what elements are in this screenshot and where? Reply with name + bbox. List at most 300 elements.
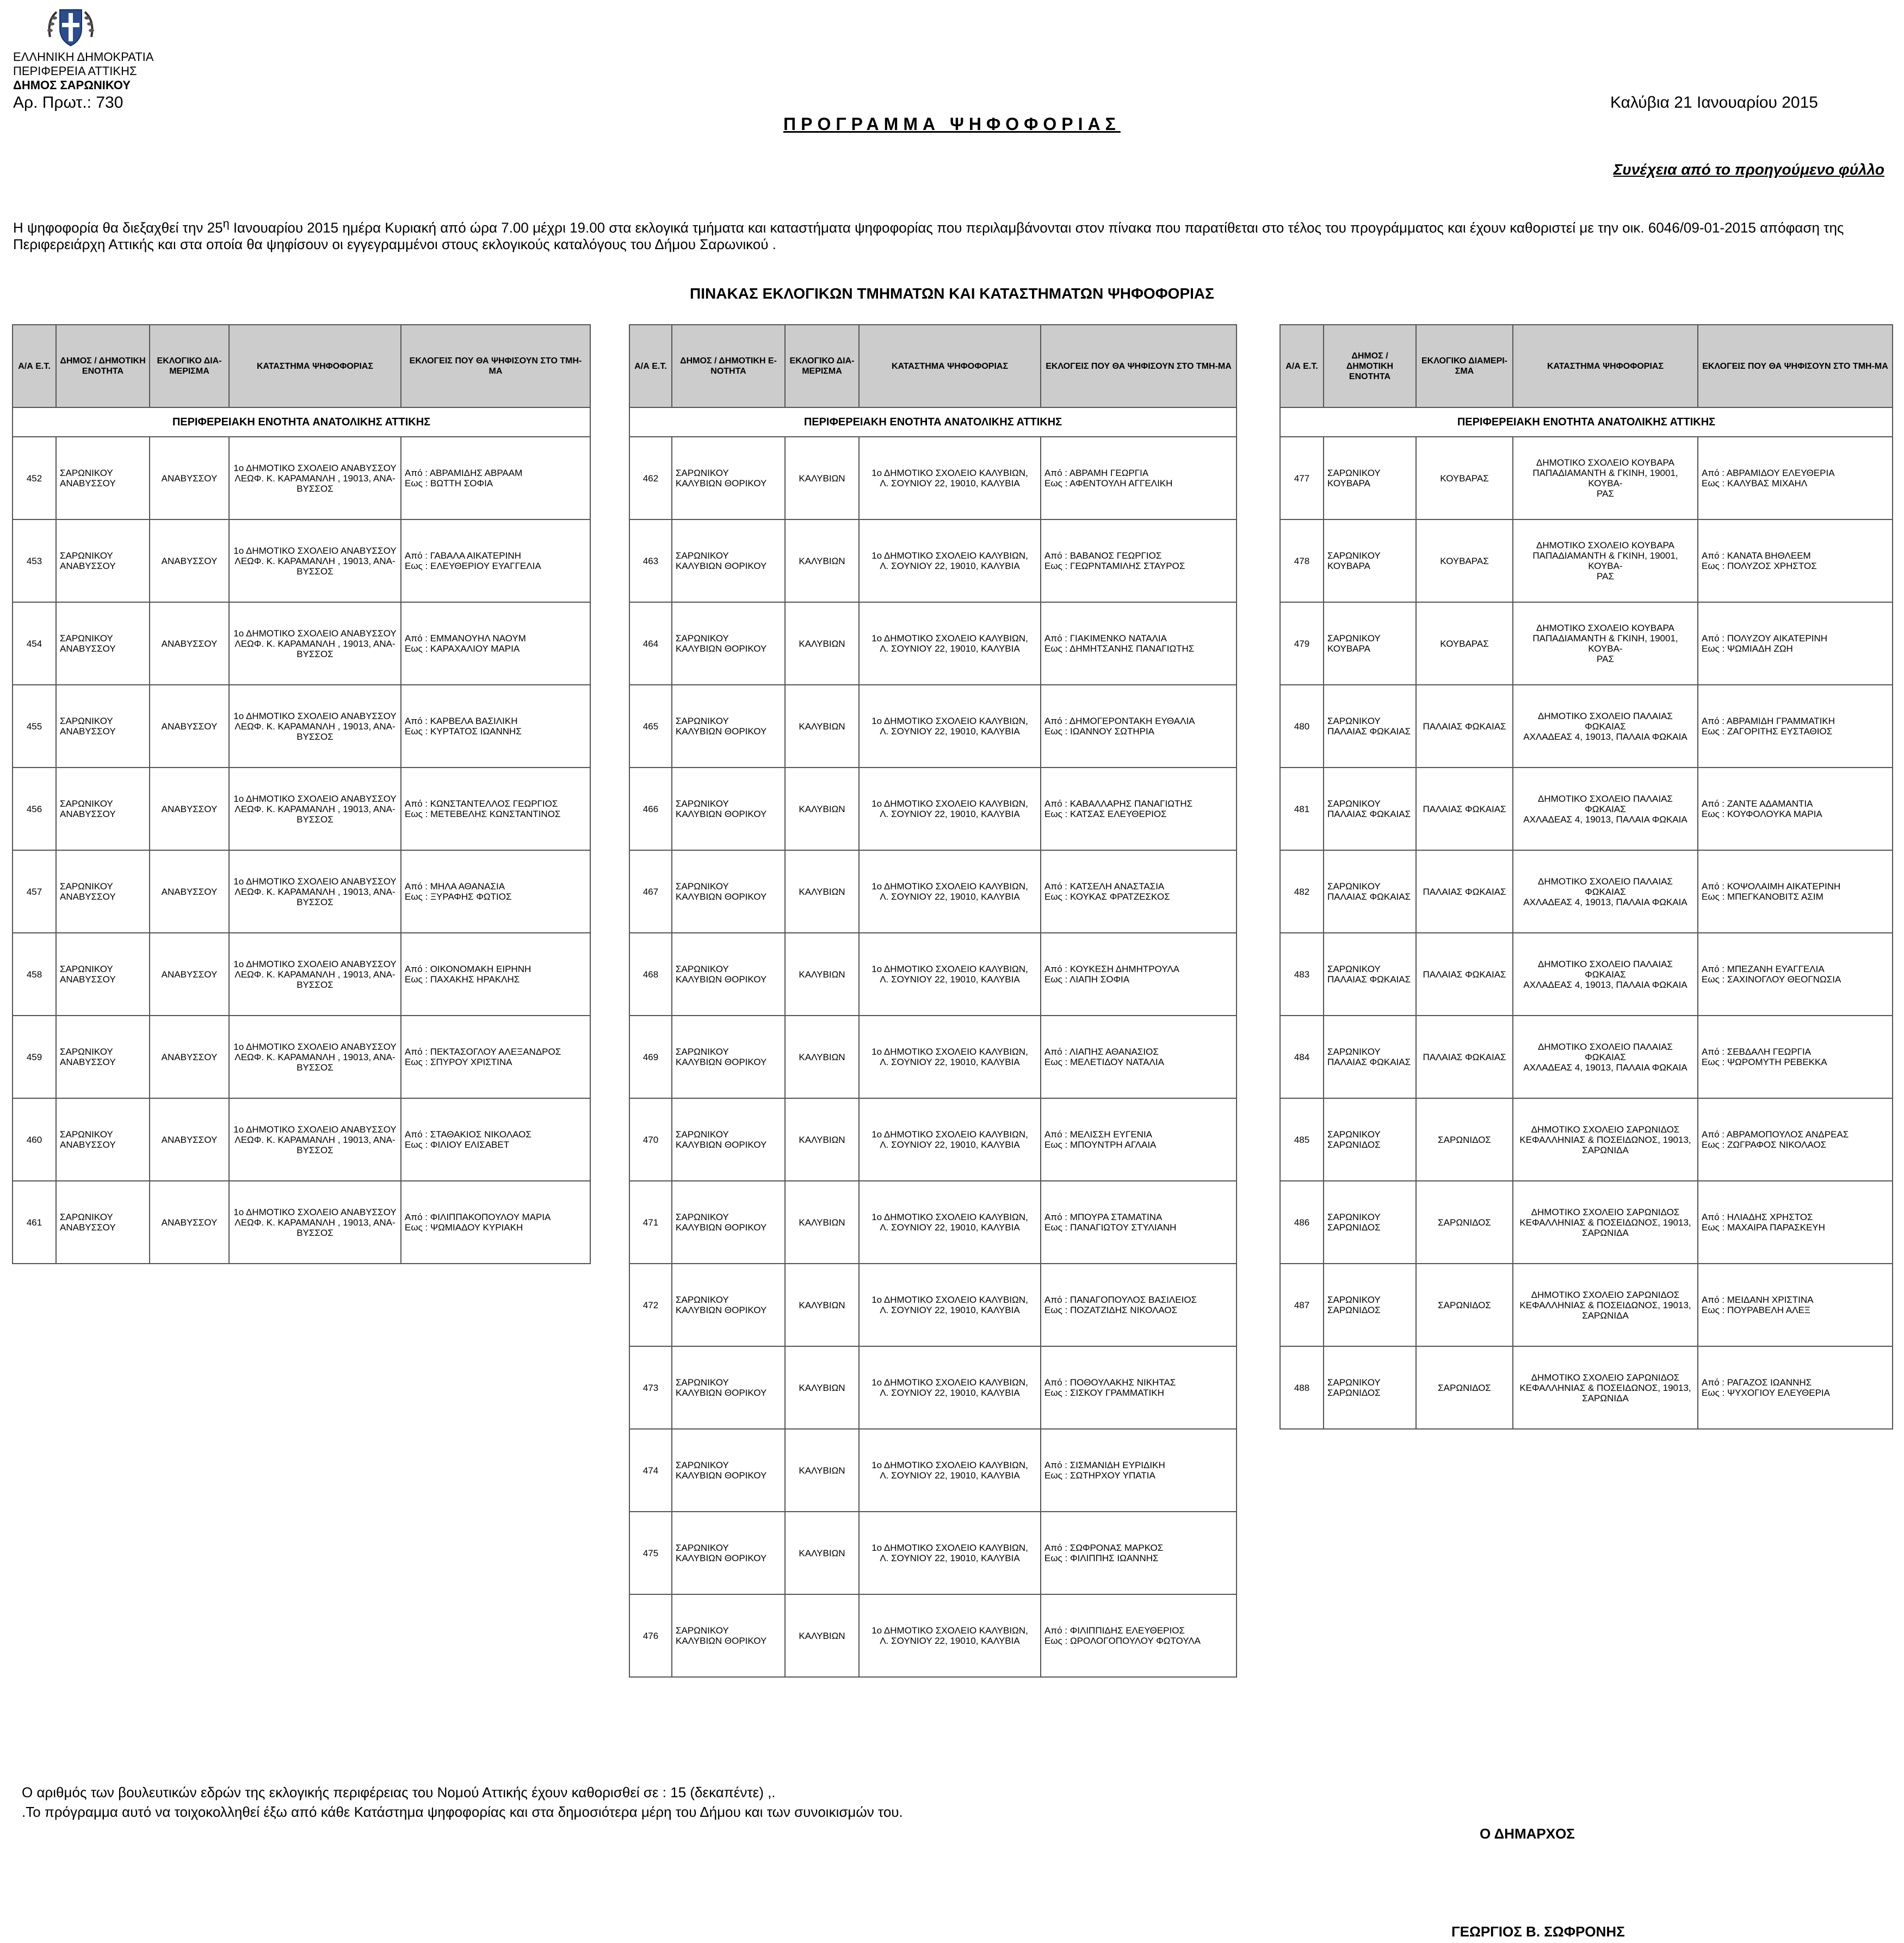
municipality-name: ΣΑΡΩΝΙΚΟΥ [60, 964, 113, 974]
electoral-partition: ΚΑΛΥΒΙΩΝ [785, 933, 859, 1016]
voters-to: Εως : ΓΕΩΡΝΤΑΜΙΛΗΣ ΣΤΑΥΡΟΣ [1044, 561, 1185, 571]
municipality-name: ΣΑΡΩΝΙΚΟΥ [1327, 1377, 1381, 1388]
voters-to: Εως : ΜΠΟΥΝΤΡΗ ΑΓΛΑΙΑ [1044, 1140, 1157, 1150]
station-name: 1ο ΔΗΜΟΤΙΚΟ ΣΧΟΛΕΙΟ ΑΝΑΒΥΣΣΟΥ [233, 462, 397, 473]
section-number: 456 [13, 768, 56, 850]
greek-coat-of-arms-icon [45, 4, 97, 50]
polling-station-cell [229, 1181, 401, 1264]
polling-station-cell [859, 1016, 1041, 1098]
station-name: 1ο ΔΗΜΟΤΙΚΟ ΣΧΟΛΕΙΟ ΑΝΑΒΥΣΣΟΥ [233, 793, 397, 804]
station-town: ΒΥΣΣΟΣ [296, 814, 333, 825]
station-name: 1ο ΔΗΜΟΤΙΚΟ ΣΧΟΛΕΙΟ ΚΑΛΥΒΙΩΝ, [871, 964, 1028, 974]
table-row [1280, 437, 1893, 519]
station-name: 1ο ΔΗΜΟΤΙΚΟ ΣΧΟΛΕΙΟ ΚΑΛΥΒΙΩΝ, [871, 468, 1028, 478]
polling-station-cell [859, 1098, 1041, 1181]
voters-range-cell [1041, 1016, 1237, 1098]
voters-to: Εως : ΦΙΛΙΟΥ ΕΛΙΣΑΒΕΤ [405, 1140, 510, 1150]
station-name: 1ο ΔΗΜΟΤΙΚΟ ΣΧΟΛΕΙΟ ΚΑΛΥΒΙΩΝ, [871, 1543, 1028, 1553]
municipal-unit-name: ΠΑΛΑΙΑΣ ΦΩΚΑΙΑΣ [1327, 974, 1411, 985]
section-number: 457 [13, 850, 56, 933]
station-town: ΣΑΡΩΝΙΔΑ [1582, 1144, 1629, 1155]
station-town: ΣΑΡΩΝΙΔΑ [1582, 1393, 1629, 1403]
polling-table-2 [629, 324, 1237, 1678]
voters-from: Από : ΖΑΝΤΕ ΑΔΑΜΑΝΤΙΑ [1702, 799, 1813, 809]
voters-from: Από : ΣΤΑΘΑΚΙΟΣ ΝΙΚΟΛΑΟΣ [405, 1129, 531, 1140]
voters-range-cell [1041, 1264, 1237, 1346]
voters-to: Εως : ΒΩΤΤΗ ΣΟΦΙΑ [405, 478, 493, 488]
station-name: ΔΗΜΟΤΙΚΟ ΣΧΟΛΕΙΟ ΠΑΛΑΙΑΣ ΦΩΚΑΙΑΣ [1538, 958, 1673, 980]
station-address: ΑΧΛΑΔΕΑΣ 4, 19013, ΠΑΛΑΙΑ ΦΩΚΑΙΑ [1523, 814, 1687, 825]
municipal-unit-name: ΑΝΑΒΥΣΣΟΥ [60, 561, 116, 571]
voters-range-cell [1041, 685, 1237, 768]
municipal-unit-name: ΑΝΑΒΥΣΣΟΥ [60, 478, 116, 488]
municipality-name: ΣΑΡΩΝΙΚΟΥ [60, 550, 113, 561]
intro-paragraph [13, 215, 1884, 252]
electoral-partition: ΚΑΛΥΒΙΩΝ [785, 1181, 859, 1264]
voters-from: Από : ΦΙΛΙΠΠΙΔΗΣ ΕΛΕΥΘΕΡΙΟΣ [1044, 1625, 1185, 1636]
voters-to: Εως : ΖΑΓΟΡΙΤΗΣ ΕΥΣΤΑΘΙΟΣ [1702, 726, 1833, 737]
voters-from: Από : ΡΑΓΑΖΟΣ ΙΩΑΝΝΗΣ [1702, 1377, 1812, 1388]
station-name: 1ο ΔΗΜΟΤΙΚΟ ΣΧΟΛΕΙΟ ΚΑΛΥΒΙΩΝ, [871, 881, 1028, 892]
polling-station-cell [229, 602, 401, 685]
electoral-partition: ΚΑΛΥΒΙΩΝ [785, 1512, 859, 1594]
municipality-name: ΣΑΡΩΝΙΚΟΥ [1327, 716, 1381, 726]
station-name: ΔΗΜΟΤΙΚΟ ΣΧΟΛΕΙΟ ΣΑΡΩΝΙΔΟΣ [1531, 1372, 1680, 1383]
municipality-name: ΣΑΡΩΝΙΚΟΥ [60, 468, 113, 478]
municipal-unit-name: ΚΟΥΒΑΡΑ [1327, 478, 1370, 488]
voters-from: Από : ΚΑΒΑΛΛΑΡΗΣ ΠΑΝΑΓΙΩΤΗΣ [1044, 799, 1193, 809]
station-town: ΒΥΣΣΟΣ [296, 483, 333, 494]
voters-range-cell [1698, 933, 1893, 1016]
station-name: 1ο ΔΗΜΟΤΙΚΟ ΣΧΟΛΕΙΟ ΚΑΛΥΒΙΩΝ, [871, 1212, 1028, 1222]
municipal-unit-name: ΑΝΑΒΥΣΣΟΥ [60, 726, 116, 737]
station-name: ΔΗΜΟΤΙΚΟ ΣΧΟΛΕΙΟ ΠΑΛΑΙΑΣ ΦΩΚΑΙΑΣ [1538, 793, 1673, 814]
municipality-cell [672, 1264, 785, 1346]
electoral-partition: ΚΑΛΥΒΙΩΝ [785, 850, 859, 933]
electoral-partition: ΚΑΛΥΒΙΩΝ [785, 519, 859, 602]
station-address: Λ. ΣΟΥΝΙΟΥ 22, 19010, ΚΑΛΥΒΙΑ [880, 561, 1020, 571]
municipality-cell [672, 1429, 785, 1512]
municipality-name: ΣΑΡΩΝΙΚΟΥ [676, 468, 729, 478]
section-number: 477 [1280, 437, 1324, 519]
voters-range-cell [1041, 1181, 1237, 1264]
polling-station-cell [859, 1429, 1041, 1512]
voters-range-cell [401, 1181, 590, 1264]
voters-range-cell [1041, 1098, 1237, 1181]
polling-station-cell [1513, 933, 1698, 1016]
municipal-unit-name: ΑΝΑΒΥΣΣΟΥ [60, 643, 116, 654]
municipal-unit-name: ΚΑΛΥΒΙΩΝ ΘΟΡΙΚΟΥ [676, 809, 767, 819]
station-name: 1ο ΔΗΜΟΤΙΚΟ ΣΧΟΛΕΙΟ ΚΑΛΥΒΙΩΝ, [871, 1377, 1028, 1388]
region-label: ΠΕΡΙΦΕΡΕΙΑΚΗ ΕΝΟΤΗΤΑ ΑΝΑΤΟΛΙΚΗΣ ΑΤΤΙΚΗΣ [13, 407, 590, 437]
voters-to: Εως : ΖΩΓΡΑΦΟΣ ΝΙΚΟΛΑΟΣ [1702, 1140, 1827, 1150]
voters-to: Εως : ΕΛΕΥΘΕΡΙΟΥ ΕΥΑΓΓΕΛΙΑ [405, 561, 541, 571]
municipality-cell [56, 933, 150, 1016]
region-row [1280, 407, 1893, 437]
polling-station-cell [1513, 768, 1698, 850]
polling-table-1 [12, 324, 591, 1264]
voters-to: Εως : ΔΗΜΗΤΣΑΝΗΣ ΠΑΝΑΓΙΩΤΗΣ [1044, 643, 1195, 654]
voters-to: Εως : ΠΑΝΑΓΙΩΤΟΥ ΣΤΥΛΙΑΝΗ [1044, 1222, 1177, 1233]
polling-station-cell [859, 768, 1041, 850]
municipality-cell [672, 685, 785, 768]
municipality-name: ΣΑΡΩΝΙΚΟΥ [1327, 633, 1381, 643]
municipality-name: ΣΑΡΩΝΙΚΟΥ [1327, 881, 1381, 892]
municipality-cell [56, 1016, 150, 1098]
header-polling-station: ΚΑΤΑΣΤΗΜΑ ΨΗΦΟΦΟΡΙΑΣ [859, 325, 1041, 407]
header-polling-station: ΚΑΤΑΣΤΗΜΑ ΨΗΦΟΦΟΡΙΑΣ [229, 325, 401, 407]
station-town: ΒΥΣΣΟΣ [296, 979, 333, 990]
station-town: ΡΑΣ [1597, 654, 1614, 664]
section-number: 463 [629, 519, 672, 602]
municipal-unit-name: ΚΑΛΥΒΙΩΝ ΘΟΡΙΚΟΥ [676, 1636, 767, 1646]
station-name: ΔΗΜΟΤΙΚΟ ΣΧΟΛΕΙΟ ΣΑΡΩΝΙΔΟΣ [1531, 1289, 1680, 1300]
station-address: ΠΑΠΑΔΙΑΜΑΝΤΗ & ΓΚΙΝΗ, 19001, ΚΟΥΒΑ- [1532, 550, 1678, 571]
station-address: ΛΕΩΦ. Κ. ΚΑΡΑΜΑΝΛΗ , 19013, ΑΝΑ- [234, 638, 395, 649]
voters-from: Από : ΔΗΜΟΓΕΡΟΝΤΑΚΗ ΕΥΘΑΛΙΑ [1044, 716, 1195, 726]
municipal-unit-name: ΣΑΡΩΝΙΔΟΣ [1327, 1140, 1381, 1150]
voters-from: Από : ΠΕΚΤΑΣΟΓΛΟΥ ΑΛΕΞΑΝΔΡΟΣ [405, 1047, 561, 1057]
electoral-partition: ΠΑΛΑΙΑΣ ΦΩΚΑΙΑΣ [1416, 1016, 1513, 1098]
voters-range-cell [1698, 685, 1893, 768]
electoral-partition: ΚΑΛΥΒΙΩΝ [785, 1016, 859, 1098]
municipality-name: ΣΑΡΩΝΙΚΟΥ [1327, 550, 1381, 561]
municipality-name: ΣΑΡΩΝΙΚΟΥ [676, 716, 729, 726]
electoral-partition: ΚΑΛΥΒΙΩΝ [785, 1346, 859, 1429]
section-number: 454 [13, 602, 56, 685]
voters-from: Από : ΜΗΛΑ ΑΘΑΝΑΣΙΑ [405, 881, 505, 892]
station-name: 1ο ΔΗΜΟΤΙΚΟ ΣΧΟΛΕΙΟ ΑΝΑΒΥΣΣΟΥ [233, 628, 397, 639]
municipality-cell [672, 850, 785, 933]
section-number: 485 [1280, 1098, 1324, 1181]
municipality-name: ΣΑΡΩΝΙΚΟΥ [676, 881, 729, 892]
table-row [13, 768, 590, 850]
station-name: ΔΗΜΟΤΙΚΟ ΣΧΟΛΕΙΟ ΣΑΡΩΝΙΔΟΣ [1531, 1124, 1680, 1135]
electoral-partition: ΑΝΑΒΥΣΣΟΥ [150, 1181, 229, 1264]
section-number: 488 [1280, 1346, 1324, 1429]
voters-range-cell [1698, 437, 1893, 519]
voters-range-cell [401, 850, 590, 933]
voters-from: Από : ΑΒΡΑΜΗ ΓΕΩΡΓΙΑ [1044, 468, 1149, 478]
municipal-unit-name: ΚΑΛΥΒΙΩΝ ΘΟΡΙΚΟΥ [676, 1222, 767, 1233]
municipality-cell [672, 1016, 785, 1098]
municipality-cell [56, 685, 150, 768]
municipality-name: ΣΑΡΩΝΙΚΟΥ [60, 799, 113, 809]
station-name: 1ο ΔΗΜΟΤΙΚΟ ΣΧΟΛΕΙΟ ΑΝΑΒΥΣΣΟΥ [233, 1041, 397, 1052]
station-name: ΔΗΜΟΤΙΚΟ ΣΧΟΛΕΙΟ ΚΟΥΒΑΡΑ [1536, 457, 1674, 468]
voters-to: Εως : ΜΑΧΑΙΡΑ ΠΑΡΑΣΚΕΥΗ [1702, 1222, 1825, 1233]
table-header-row [1280, 325, 1893, 407]
voters-from: Από : ΜΠΕΖΑΝΗ ΕΥΑΓΓΕΛΙΑ [1702, 964, 1825, 974]
station-name: 1ο ΔΗΜΟΤΙΚΟ ΣΧΟΛΕΙΟ ΚΑΛΥΒΙΩΝ, [871, 1047, 1028, 1057]
polling-station-cell [1513, 1181, 1698, 1264]
voters-to: Εως : ΣΠΥΡΟΥ ΧΡΙΣΤΙΝΑ [405, 1057, 512, 1067]
header-region: ΠΕΡΙΦΕΡΕΙΑ ΑΤΤΙΚΗΣ [13, 64, 137, 78]
table-row [629, 1016, 1237, 1098]
municipal-unit-name: ΚΑΛΥΒΙΩΝ ΘΟΡΙΚΟΥ [676, 1140, 767, 1150]
voters-to: Εως : ΨΩΡΟΜΥΤΗ ΡΕΒΕΚΚΑ [1702, 1057, 1827, 1067]
voters-from: Από : ΚΟΨΟΛΑΙΜΗ ΑΙΚΑΤΕΡΙΝΗ [1702, 881, 1841, 892]
polling-station-cell [229, 685, 401, 768]
municipality-cell [672, 1512, 785, 1594]
station-address: ΑΧΛΑΔΕΑΣ 4, 19013, ΠΑΛΑΙΑ ΦΩΚΑΙΑ [1523, 896, 1687, 907]
electoral-partition: ΑΝΑΒΥΣΣΟΥ [150, 933, 229, 1016]
municipality-name: ΣΑΡΩΝΙΚΟΥ [676, 633, 729, 643]
section-number: 472 [629, 1264, 672, 1346]
municipality-name: ΣΑΡΩΝΙΚΟΥ [1327, 1212, 1381, 1222]
station-address: ΚΕΦΑΛΛΗΝΙΑΣ & ΠΟΣΕΙΔΩΝΟΣ, 19013, [1519, 1134, 1691, 1145]
voters-from: Από : ΕΜΜΑΝΟΥΗΛ ΝΑΟΥΜ [405, 633, 526, 643]
station-name: 1ο ΔΗΜΟΤΙΚΟ ΣΧΟΛΕΙΟ ΚΑΛΥΒΙΩΝ, [871, 1129, 1028, 1140]
station-address: Λ. ΣΟΥΝΙΟΥ 22, 19010, ΚΑΛΥΒΙΑ [880, 478, 1020, 488]
station-name: ΔΗΜΟΤΙΚΟ ΣΧΟΛΕΙΟ ΠΑΛΑΙΑΣ ΦΩΚΑΙΑΣ [1538, 710, 1673, 732]
station-address: ΠΑΠΑΔΙΑΜΑΝΤΗ & ΓΚΙΝΗ, 19001, ΚΟΥΒΑ- [1532, 468, 1678, 488]
municipal-unit-name: ΚΑΛΥΒΙΩΝ ΘΟΡΙΚΟΥ [676, 1470, 767, 1481]
station-name: 1ο ΔΗΜΟΤΙΚΟ ΣΧΟΛΕΙΟ ΑΝΑΒΥΣΣΟΥ [233, 876, 397, 887]
municipal-unit-name: ΚΑΛΥΒΙΩΝ ΘΟΡΙΚΟΥ [676, 561, 767, 571]
station-address: Λ. ΣΟΥΝΙΟΥ 22, 19010, ΚΑΛΥΒΙΑ [880, 892, 1020, 902]
polling-station-cell [859, 519, 1041, 602]
table-row [629, 1264, 1237, 1346]
polling-station-cell [859, 685, 1041, 768]
voters-range-cell [1698, 850, 1893, 933]
municipality-cell [1324, 1016, 1416, 1098]
station-name: 1ο ΔΗΜΟΤΙΚΟ ΣΧΟΛΕΙΟ ΑΝΑΒΥΣΣΟΥ [233, 1124, 397, 1135]
station-name: 1ο ΔΗΜΟΤΙΚΟ ΣΧΟΛΕΙΟ ΚΑΛΥΒΙΩΝ, [871, 1295, 1028, 1305]
voters-range-cell [1041, 768, 1237, 850]
municipality-name: ΣΑΡΩΝΙΚΟΥ [676, 1625, 729, 1636]
station-name: ΔΗΜΟΤΙΚΟ ΣΧΟΛΕΙΟ ΚΟΥΒΑΡΑ [1536, 623, 1674, 633]
municipality-name: ΣΑΡΩΝΙΚΟΥ [676, 1129, 729, 1140]
municipality-name: ΣΑΡΩΝΙΚΟΥ [60, 881, 113, 892]
municipality-name: ΣΑΡΩΝΙΚΟΥ [676, 1212, 729, 1222]
polling-station-cell [1513, 1346, 1698, 1429]
table-header-row [13, 325, 590, 407]
section-number: 465 [629, 685, 672, 768]
voters-to: Εως : ΠΑΧΑΚΗΣ ΗΡΑΚΛΗΣ [405, 974, 520, 985]
voters-to: Εως : ΜΕΤΕΒΕΛΗΣ ΚΩΝΣΤΑΝΤΙΝΟΣ [405, 809, 561, 819]
intro-text-part2: Ιανουαρίου 2015 ημέρα Κυριακή από ώρα 7.00 μέχρι 19.00 στα εκλογικά τμήματα και καταστήματα ψηφοφορίας που περιλαμβάνονται στον πίνακα που παρατίθεται στο τέλος του προγράμματος και έχουν καθοριστεί με την οικ. 6046/09-01-2015 απόφαση της Περιφερειάρχη Αττικής και στα οποία θα ψηφίσουν οι εγγεγραμμένοι στους εκλογικούς καταλόγους του Δήμου Σαρωνικού . [13, 219, 1844, 252]
polling-station-cell [1513, 602, 1698, 685]
electoral-partition: ΚΑΛΥΒΙΩΝ [785, 1594, 859, 1677]
municipality-cell [56, 1098, 150, 1181]
polling-station-cell [859, 1264, 1041, 1346]
station-address: Λ. ΣΟΥΝΙΟΥ 22, 19010, ΚΑΛΥΒΙΑ [880, 1636, 1020, 1646]
table-row [629, 933, 1237, 1016]
header-voters: ΕΚΛΟΓΕΙΣ ΠΟΥ ΘΑ ΨΗΦΙΣΟΥΝ ΣΤΟ ΤΜΗ-ΜΑ [401, 325, 590, 407]
polling-station-cell [229, 933, 401, 1016]
table-row [629, 437, 1237, 519]
municipality-cell [1324, 933, 1416, 1016]
voters-range-cell [401, 768, 590, 850]
electoral-partition: ΑΝΑΒΥΣΣΟΥ [150, 850, 229, 933]
municipal-unit-name: ΚΑΛΥΒΙΩΝ ΘΟΡΙΚΟΥ [676, 1388, 767, 1398]
station-name: ΔΗΜΟΤΙΚΟ ΣΧΟΛΕΙΟ ΣΑΡΩΝΙΔΟΣ [1531, 1206, 1680, 1217]
polling-station-cell [859, 1594, 1041, 1677]
polling-station-cell [1513, 437, 1698, 519]
municipal-unit-name: ΑΝΑΒΥΣΣΟΥ [60, 892, 116, 902]
municipality-cell [56, 519, 150, 602]
header-number: Α/Α Ε.Τ. [1280, 325, 1324, 407]
header-municipality: ΔΗΜΟΣ ΣΑΡΩΝΙΚΟΥ [13, 78, 131, 92]
region-label: ΠΕΡΙΦΕΡΕΙΑΚΗ ΕΝΟΤΗΤΑ ΑΝΑΤΟΛΙΚΗΣ ΑΤΤΙΚΗΣ [1280, 407, 1893, 437]
station-address: ΑΧΛΑΔΕΑΣ 4, 19013, ΠΑΛΑΙΑ ΦΩΚΑΙΑ [1523, 731, 1687, 742]
municipal-unit-name: ΑΝΑΒΥΣΣΟΥ [60, 1140, 116, 1150]
section-number: 474 [629, 1429, 672, 1512]
electoral-partition: ΑΝΑΒΥΣΣΟΥ [150, 602, 229, 685]
region-row [13, 407, 590, 437]
voters-from: Από : ΣΕΒΔΑΛΗ ΓΕΩΡΓΙΑ [1702, 1047, 1812, 1057]
municipality-name: ΣΑΡΩΝΙΚΟΥ [676, 1543, 729, 1553]
header-municipality: ΔΗΜΟΣ / ΔΗΜΟΤΙΚΗ Ε-ΝΟΤΗΤΑ [672, 325, 785, 407]
polling-station-cell [229, 437, 401, 519]
voters-to: Εως : ΚΑΡΑΧΑΛΙΟΥ ΜΑΡΙΑ [405, 643, 520, 654]
header-municipality: ΔΗΜΟΣ / ΔΗΜΟΤΙΚΗ ΕΝΟΤΗΤΑ [56, 325, 150, 407]
table-row [13, 1016, 590, 1098]
polling-station-cell [1513, 850, 1698, 933]
municipal-unit-name: ΠΑΛΑΙΑΣ ΦΩΚΑΙΑΣ [1327, 892, 1411, 902]
voters-range-cell [1698, 1016, 1893, 1098]
station-address: Λ. ΣΟΥΝΙΟΥ 22, 19010, ΚΑΛΥΒΙΑ [880, 1553, 1020, 1563]
table-row [13, 602, 590, 685]
seats-note: Ο αριθμός των βουλευτικών εδρών της εκλογικής περιφέρειας του Νομού Αττικής έχουν καθορισθεί σε : 15 (δεκαπέντε) ,. [22, 1784, 776, 1800]
table-row [1280, 519, 1893, 602]
station-name: 1ο ΔΗΜΟΤΙΚΟ ΣΧΟΛΕΙΟ ΑΝΑΒΥΣΣΟΥ [233, 710, 397, 721]
municipal-unit-name: ΚΑΛΥΒΙΩΝ ΘΟΡΙΚΟΥ [676, 643, 767, 654]
municipality-name: ΣΑΡΩΝΙΚΟΥ [676, 1047, 729, 1057]
section-number: 471 [629, 1181, 672, 1264]
electoral-partition: ΣΑΡΩΝΙΔΟΣ [1416, 1098, 1513, 1181]
voters-from: Από : ΠΟΘΟΥΛΑΚΗΣ ΝΙΚΗΤΑΣ [1044, 1377, 1176, 1388]
station-address: ΛΕΩΦ. Κ. ΚΑΡΑΜΑΝΛΗ , 19013, ΑΝΑ- [234, 969, 395, 980]
station-address: Λ. ΣΟΥΝΙΟΥ 22, 19010, ΚΑΛΥΒΙΑ [880, 1140, 1020, 1150]
voters-from: Από : ΑΒΡΑΜΙΔΗΣ ΑΒΡΑΑΜ [405, 468, 523, 478]
electoral-partition: ΠΑΛΑΙΑΣ ΦΩΚΑΙΑΣ [1416, 685, 1513, 768]
voters-range-cell [1041, 850, 1237, 933]
station-address: Λ. ΣΟΥΝΙΟΥ 22, 19010, ΚΑΛΥΒΙΑ [880, 1057, 1020, 1067]
station-address: ΛΕΩΦ. Κ. ΚΑΡΑΜΑΝΛΗ , 19013, ΑΝΑ- [234, 1217, 395, 1228]
voters-to: Εως : ΚΟΥΚΑΣ ΦΡΑΤΖΕΣΚΟΣ [1044, 892, 1170, 902]
municipality-name: ΣΑΡΩΝΙΚΟΥ [676, 1460, 729, 1470]
station-town: ΒΥΣΣΟΣ [296, 648, 333, 659]
municipality-cell [1324, 1346, 1416, 1429]
table-row [1280, 685, 1893, 768]
table-row [629, 602, 1237, 685]
station-town: ΡΑΣ [1597, 488, 1614, 499]
voters-from: Από : ΚΩΝΣΤΑΝΤΕΛΛΟΣ ΓΕΩΡΓΙΟΣ [405, 799, 558, 809]
protocol-number: Αρ. Πρωτ.: 730 [13, 94, 123, 112]
header-municipality: ΔΗΜΟΣ / ΔΗΜΟΤΙΚΗ ΕΝΟΤΗΤΑ [1324, 325, 1416, 407]
station-town: ΣΑΡΩΝΙΔΑ [1582, 1227, 1629, 1238]
table-row [13, 437, 590, 519]
station-address: ΚΕΦΑΛΛΗΝΙΑΣ & ΠΟΣΕΙΔΩΝΟΣ, 19013, [1519, 1382, 1691, 1393]
table-row [1280, 1098, 1893, 1181]
section-number: 470 [629, 1098, 672, 1181]
station-address: ΚΕΦΑΛΛΗΝΙΑΣ & ΠΟΣΕΙΔΩΝΟΣ, 19013, [1519, 1300, 1691, 1310]
voters-range-cell [401, 933, 590, 1016]
voters-from: Από : ΜΠΟΥΡΑ ΣΤΑΜΑΤΙΝΑ [1044, 1212, 1163, 1222]
electoral-partition: ΑΝΑΒΥΣΣΟΥ [150, 1016, 229, 1098]
polling-station-cell [859, 1181, 1041, 1264]
municipal-unit-name: ΠΑΛΑΙΑΣ ΦΩΚΑΙΑΣ [1327, 726, 1411, 737]
section-number: 479 [1280, 602, 1324, 685]
table-row [1280, 1264, 1893, 1346]
voters-to: Εως : ΚΟΥΦΟΛΟΥΚΑ ΜΑΡΙΑ [1702, 809, 1822, 819]
municipality-name: ΣΑΡΩΝΙΚΟΥ [60, 633, 113, 643]
municipality-name: ΣΑΡΩΝΙΚΟΥ [676, 1295, 729, 1305]
voters-from: Από : ΦΙΛΙΠΠΑΚΟΠΟΥΛΟΥ ΜΑΡΙΑ [405, 1212, 551, 1222]
electoral-partition: ΚΟΥΒΑΡΑΣ [1416, 437, 1513, 519]
table-header-row [629, 325, 1237, 407]
electoral-partition: ΚΟΥΒΑΡΑΣ [1416, 519, 1513, 602]
electoral-partition: ΣΑΡΩΝΙΔΟΣ [1416, 1181, 1513, 1264]
voters-range-cell [401, 519, 590, 602]
region-label: ΠΕΡΙΦΕΡΕΙΑΚΗ ΕΝΟΤΗΤΑ ΑΝΑΤΟΛΙΚΗΣ ΑΤΤΙΚΗΣ [629, 407, 1237, 437]
table-row [629, 519, 1237, 602]
municipality-cell [672, 437, 785, 519]
municipal-unit-name: ΚΟΥΒΑΡΑ [1327, 643, 1370, 654]
section-number: 459 [13, 1016, 56, 1098]
section-number: 482 [1280, 850, 1324, 933]
table-row [13, 519, 590, 602]
station-name: 1ο ΔΗΜΟΤΙΚΟ ΣΧΟΛΕΙΟ ΚΑΛΥΒΙΩΝ, [871, 716, 1028, 726]
municipality-cell [56, 850, 150, 933]
electoral-partition: ΚΑΛΥΒΙΩΝ [785, 1264, 859, 1346]
voters-to: Εως : ΜΠΕΓΚΑΝΟΒΙΤΣ ΑΣΙΜ [1702, 892, 1823, 902]
document-date: Καλύβια 21 Ιανουαρίου 2015 [1610, 94, 1818, 112]
voters-to: Εως : ΞΥΡΑΦΗΣ ΦΩΤΙΟΣ [405, 892, 512, 902]
voters-from: Από : ΚΑΝΑΤΑ ΒΗΘΛΕΕΜ [1702, 550, 1811, 561]
station-name: ΔΗΜΟΤΙΚΟ ΣΧΟΛΕΙΟ ΚΟΥΒΑΡΑ [1536, 540, 1674, 550]
polling-station-cell [859, 437, 1041, 519]
section-number: 466 [629, 768, 672, 850]
polling-station-cell [1513, 1016, 1698, 1098]
voters-from: Από : ΚΑΤΣΕΛΗ ΑΝΑΣΤΑΣΙΑ [1044, 881, 1165, 892]
electoral-partition: ΚΟΥΒΑΡΑΣ [1416, 602, 1513, 685]
voters-from: Από : ΒΑΒΑΝΟΣ ΓΕΩΡΓΙΟΣ [1044, 550, 1162, 561]
voters-range-cell [1041, 437, 1237, 519]
voters-range-cell [1041, 1512, 1237, 1594]
municipality-cell [672, 1098, 785, 1181]
municipal-unit-name: ΚΑΛΥΒΙΩΝ ΘΟΡΙΚΟΥ [676, 1305, 767, 1315]
municipality-name: ΣΑΡΩΝΙΚΟΥ [1327, 1129, 1381, 1140]
station-address: Λ. ΣΟΥΝΙΟΥ 22, 19010, ΚΑΛΥΒΙΑ [880, 1305, 1020, 1315]
municipal-unit-name: ΚΑΛΥΒΙΩΝ ΘΟΡΙΚΟΥ [676, 892, 767, 902]
voters-to: Εως : ΣΩΤΗΡΧΟΥ ΥΠΑΤΙΑ [1044, 1470, 1155, 1481]
station-address: ΑΧΛΑΔΕΑΣ 4, 19013, ΠΑΛΑΙΑ ΦΩΚΑΙΑ [1523, 979, 1687, 990]
municipality-name: ΣΑΡΩΝΙΚΟΥ [676, 550, 729, 561]
table-row [1280, 602, 1893, 685]
header-voters: ΕΚΛΟΓΕΙΣ ΠΟΥ ΘΑ ΨΗΦΙΣΟΥΝ ΣΤΟ ΤΜΗ-ΜΑ [1698, 325, 1893, 407]
station-address: ΚΕΦΑΛΛΗΝΙΑΣ & ΠΟΣΕΙΔΩΝΟΣ, 19013, [1519, 1217, 1691, 1228]
polling-station-cell [229, 768, 401, 850]
voters-from: Από : ΑΒΡΑΜΙΔΗ ΓΡΑΜΜΑΤΙΚΗ [1702, 716, 1835, 726]
header-partition: ΕΚΛΟΓΙΚΟ ΔΙΑ-ΜΕΡΙΣΜΑ [785, 325, 859, 407]
voters-from: Από : ΣΩΦΡΟΝΑΣ ΜΑΡΚΟΣ [1044, 1543, 1164, 1553]
table-title: ΠΙΝΑΚΑΣ ΕΚΛΟΓΙΚΩΝ ΤΜΗΜΑΤΩΝ ΚΑΙ ΚΑΤΑΣΤΗΜΑΤΩΝ ΨΗΦΟΦΟΡΙΑΣ [690, 285, 1214, 302]
region-row [629, 407, 1237, 437]
table-row [629, 850, 1237, 933]
table-row [13, 933, 590, 1016]
voters-to: Εως : ΩΡΟΛΟΓΟΠΟΥΛΟΥ ΦΩΤΟΥΛΑ [1044, 1636, 1201, 1646]
municipal-unit-name: ΑΝΑΒΥΣΣΟΥ [60, 974, 116, 985]
polling-station-cell [859, 850, 1041, 933]
voters-from: Από : ΠΟΛΥΖΟΥ ΑΙΚΑΤΕΡΙΝΗ [1702, 633, 1828, 643]
municipality-name: ΣΑΡΩΝΙΚΟΥ [676, 964, 729, 974]
posting-note: .Το πρόγραμμα αυτό να τοιχοκολληθεί έξω από κάθε Κατάστημα ψηφοφορίας και στα δημοσιότερα μέρη του Δήμου και των συνοικισμών του. [22, 1804, 903, 1820]
municipality-cell [1324, 519, 1416, 602]
municipal-unit-name: ΑΝΑΒΥΣΣΟΥ [60, 809, 116, 819]
